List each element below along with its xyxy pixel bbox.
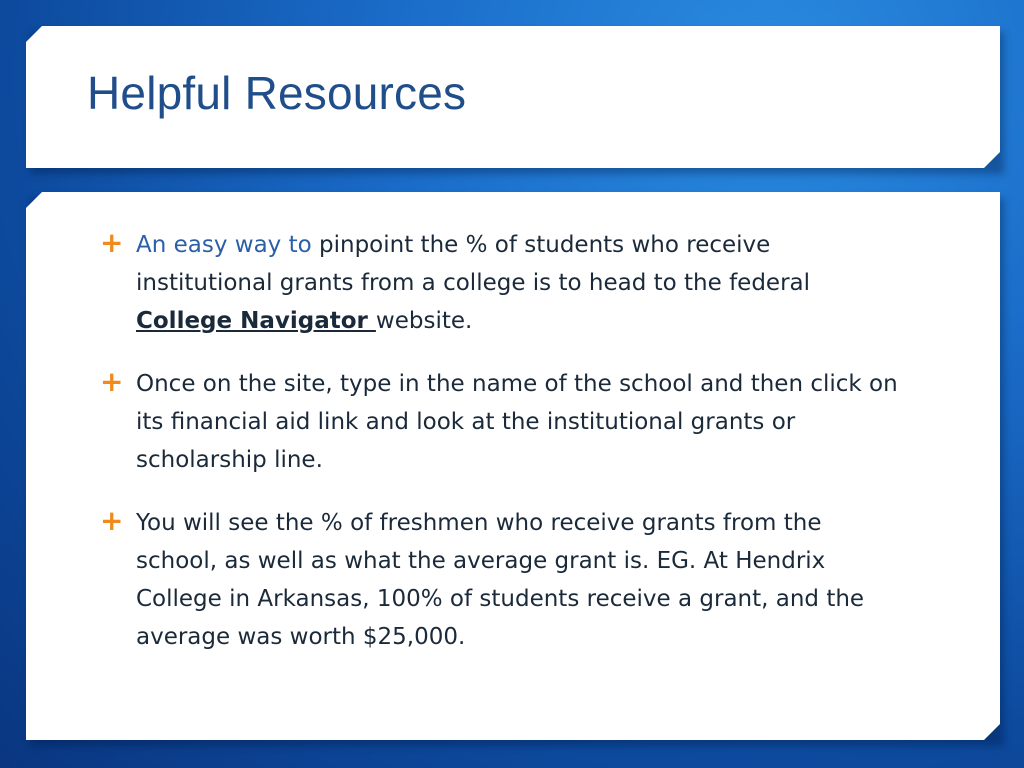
plus-icon: +	[100, 365, 124, 398]
bullet-accent-text: An easy way to	[136, 232, 312, 258]
bullet-item	[100, 226, 900, 340]
plus-icon: +	[100, 504, 124, 537]
bullet-text: You will see the % of freshmen who receive grants from the school, as well as what the average grant is. EG. At Hendrix College in Arkansas, 100% of students receive a grant, and the average was worth $25,000.	[136, 510, 865, 650]
college-navigator-link[interactable]: College Navigator	[136, 308, 376, 334]
bullet-text: pinpoint the % of students who receive institutional grants from a college is to head to the federal	[136, 232, 811, 296]
bullet-item	[100, 504, 900, 656]
bullet-item	[100, 365, 900, 479]
bullet-text: website.	[375, 308, 473, 334]
plus-icon: +	[100, 226, 124, 259]
bullet-text: Once on the site, type in the name of the school and then click on its financial aid link and look at the institutional grants or scholarship line.	[136, 371, 898, 473]
slide-title: Helpful Resources	[87, 67, 467, 119]
bullet-list	[100, 226, 900, 681]
